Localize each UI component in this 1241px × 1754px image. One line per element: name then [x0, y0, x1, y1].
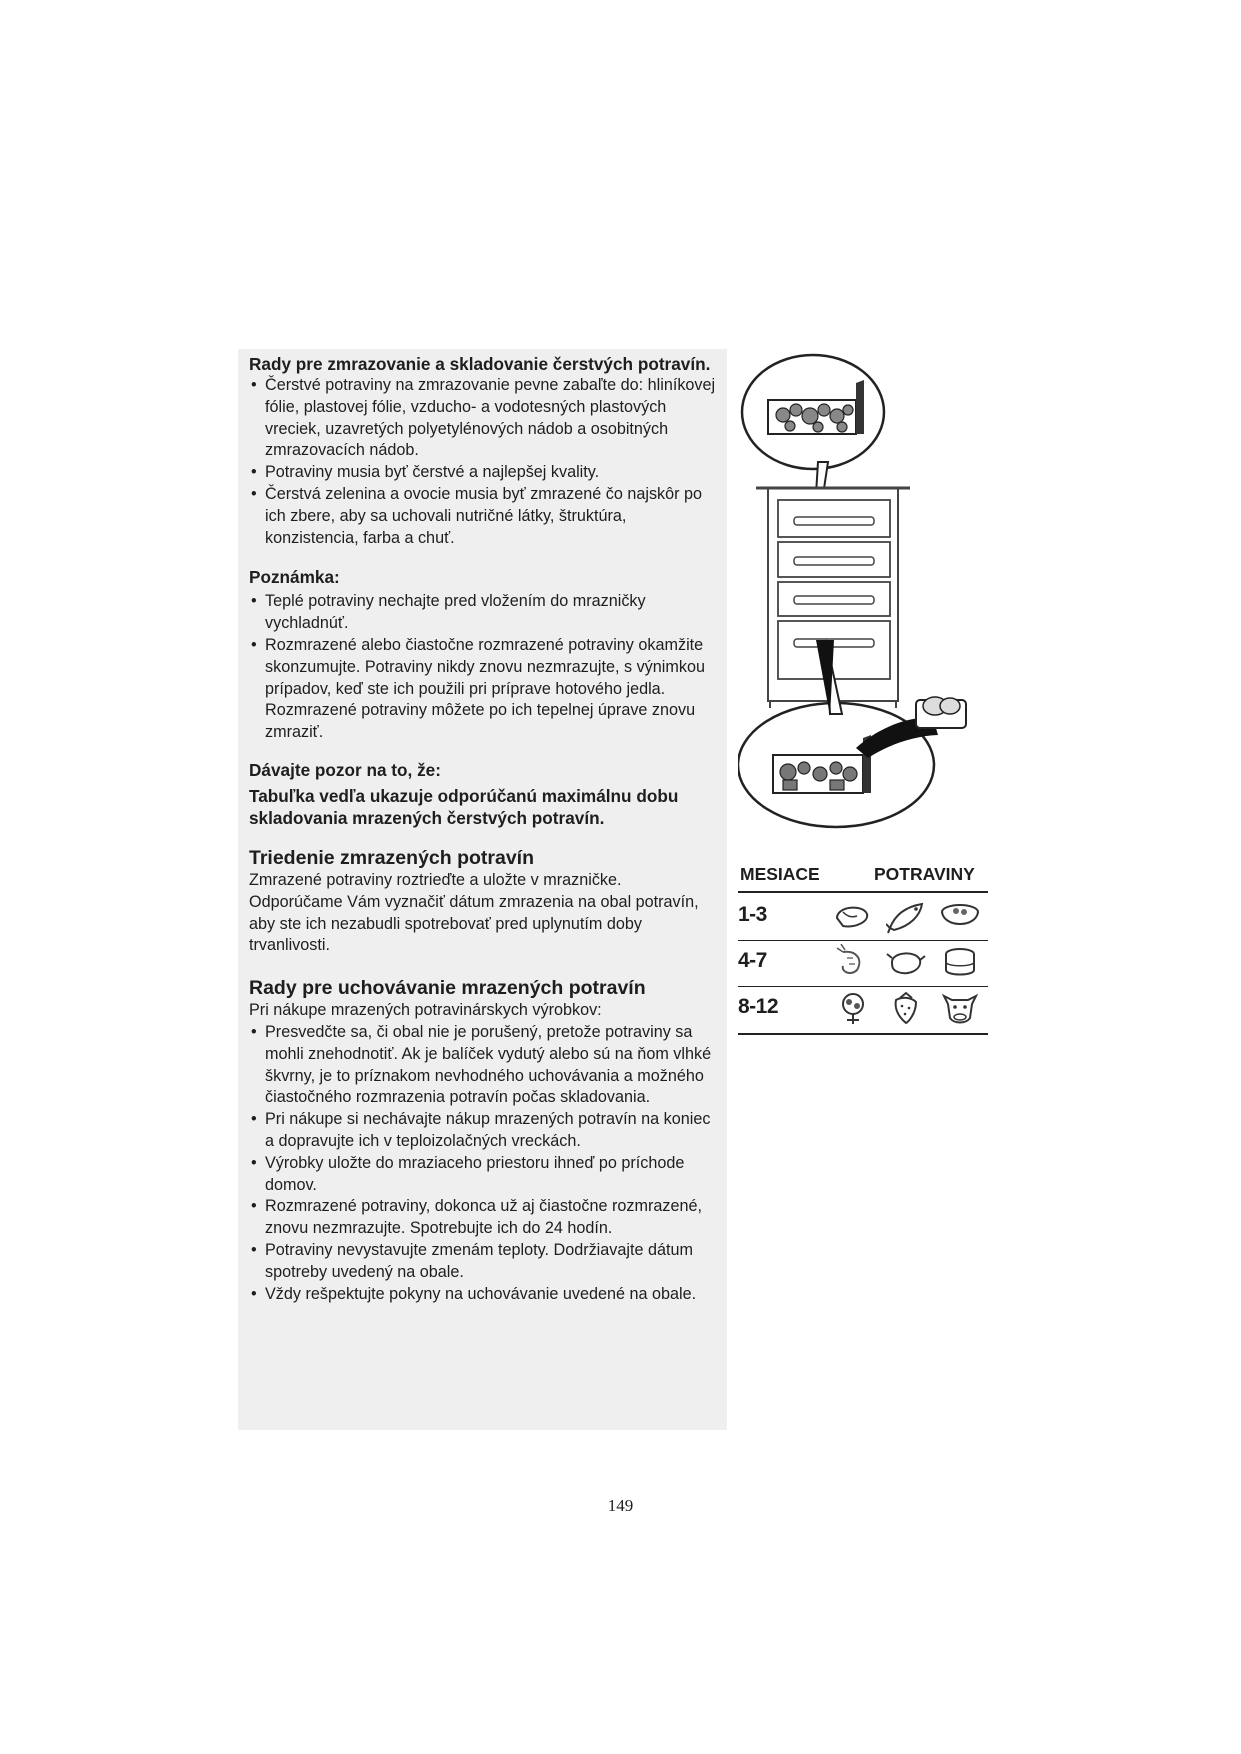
note-heading: Poznámka:	[249, 567, 340, 588]
column-header-foods: POTRAVINY	[874, 864, 975, 884]
table-row	[738, 988, 1004, 1030]
fresh-food-list	[249, 375, 719, 549]
storage-list	[249, 1022, 719, 1305]
storage-heading: Rady pre uchovávanie mrazených potravín	[249, 977, 646, 1000]
prepared-meal-icon	[940, 898, 980, 934]
bread-icon	[833, 898, 873, 934]
frozen-package-icon	[916, 697, 966, 728]
column-header-months: MESIACE	[740, 864, 820, 884]
section-heading-fresh-food: Rady pre zmrazovanie a skladovanie čerstvých potravín.	[249, 354, 711, 374]
text-column	[249, 353, 719, 1305]
page-number: 149	[607, 1496, 634, 1515]
list-item: • Výrobky uložte do mraziaceho priestoru ihneď po príchode domov.	[249, 1153, 719, 1197]
list-item: • Rozmrazené alebo čiastočne rozmrazené potraviny okamžite skonzumujte. Potraviny nikdy znovu nezmrazujte, s výnimkou prípadov, keď ste ich použili pri príprave hotového jedla. Rozmrazené potraviny môžete po ich tepelnej úprave znovu zmraziť.	[249, 635, 719, 744]
table-divider	[738, 891, 988, 893]
list-item: • Teplé potraviny nechajte pred vložením do mrazničky vychladnúť.	[249, 591, 719, 635]
fish-icon	[886, 898, 926, 934]
list-item: • Presvedčte sa, či obal nie je porušený, pretože potraviny sa mohli znehodnotiť. Ak je balíček vydutý alebo sú na ňom vlhké škvrny, je to príznakom nevhodného uchovávania a možného čiastočného rozmrazenia potravín počas skladovania.	[249, 1022, 719, 1109]
sorting-heading: Triedenie zmrazených potravín	[249, 846, 535, 869]
cow-icon	[940, 990, 980, 1026]
attention-text: Tabuľka vedľa ukazuje odporúčanú maximálnu dobu skladovania mrazených čerstvých potravín.	[249, 785, 679, 828]
storage-time-table	[738, 864, 1004, 1042]
table-divider	[738, 1033, 988, 1035]
table-divider	[738, 986, 988, 987]
sorting-paragraph: Odporúčame Vám vyznačiť dátum zmrazenia na obal potravín, aby ste ich nezabudli spotrebovať pred uplynutím doby trvanlivosti.	[249, 892, 699, 955]
freezer-illustration	[738, 350, 988, 835]
months-label: 1-3	[738, 903, 767, 926]
list-item: • Čerstvé potraviny na zmrazovanie pevne zabaľte do: hliníkovej fólie, plastovej fólie, vzducho- a vodotesných plastových vreciek, uzavretých polyetylénových nádob a osobitných zmrazovacích nádob.	[249, 375, 719, 462]
months-label: 4-7	[738, 949, 767, 972]
attention-heading: Dávajte pozor na to, že:	[249, 759, 441, 780]
freezer-drawers	[778, 500, 890, 679]
table-row	[738, 896, 1004, 938]
shrimp-icon	[833, 944, 873, 980]
note-list	[249, 591, 719, 744]
list-item: • Potraviny musia byť čerstvé a najlepšej kvality.	[249, 462, 719, 484]
list-item: • Vždy rešpektujte pokyny na uchovávanie uvedené na obale.	[249, 1284, 719, 1306]
storage-intro: Pri nákupe mrazených potravinárskych výrobkov:	[249, 1001, 602, 1020]
cake-icon	[940, 944, 980, 980]
list-item: • Rozmrazené potraviny, dokonca už aj čiastočne rozmrazené, znovu nezmrazujte. Spotrebujte ich do 24 hodín.	[249, 1196, 719, 1240]
list-item: • Potraviny nevystavujte zmenám teploty. Dodržiavajte dátum spotreby uvedený na obale.	[249, 1240, 719, 1284]
sorting-paragraph: Zmrazené potraviny roztrieďte a uložte v mrazničke.	[249, 870, 622, 889]
table-divider	[738, 940, 988, 941]
vegetables-icon	[833, 990, 873, 1026]
months-label: 8-12	[738, 995, 779, 1018]
poultry-icon	[886, 944, 926, 980]
list-item: • Čerstvá zelenina a ovocie musia byť zmrazené čo najskôr po ich zbere, aby sa uchovali nutričné látky, štruktúra, konzistencia, farba a chuť.	[249, 484, 719, 549]
strawberry-icon	[886, 990, 926, 1026]
list-item: • Pri nákupe si nechávajte nákup mrazených potravín na koniec a dopravujte ich v teploizolačných vreckách.	[249, 1109, 719, 1153]
table-row	[738, 942, 1004, 984]
